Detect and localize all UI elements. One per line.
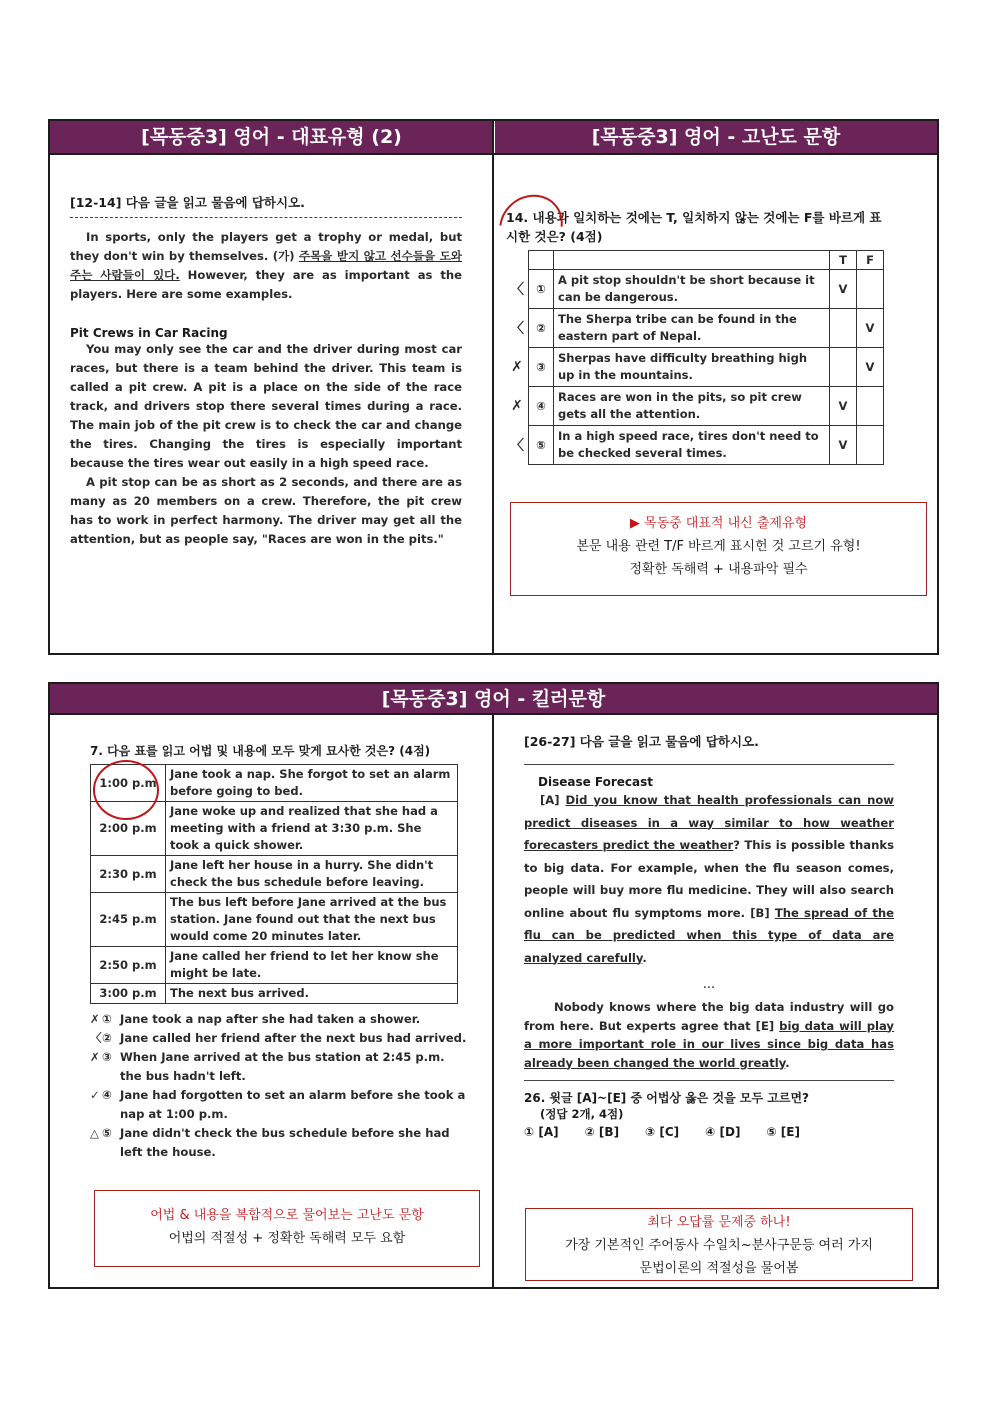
- schedule-event: Jane left her house in a hurry. She didn't check the bus schedule before leaving.: [166, 856, 458, 893]
- schedule-row: [91, 893, 458, 947]
- dashed-rule: [524, 764, 894, 765]
- label-e: [E]: [755, 1018, 780, 1033]
- note-line: 가장 기본적인 주어동사 수일치~분사구문등 여러 가지: [565, 1238, 873, 1253]
- passage-text: Nobody knows where the big data industry will go from here. But experts agree that: [524, 1000, 894, 1033]
- option-num: ③: [102, 1050, 112, 1064]
- row-mark-cell: 〈: [510, 321, 524, 337]
- options-list: [90, 1010, 470, 1162]
- dashed-rule: [524, 1080, 894, 1081]
- answer-option: [90, 1124, 470, 1162]
- passage-text: .: [785, 1055, 790, 1070]
- top-right-header: [목동중3] 영어 - 고난도 문항: [495, 121, 937, 154]
- row-text-cell: The Sherpa tribe can be found in the eastern part of Nepal.: [554, 309, 830, 348]
- passage-text: However, they are as important as the players. Here are some examples.: [70, 268, 462, 301]
- row-f-cell: V: [857, 309, 884, 348]
- question-title: [26-27] 다음 글을 읽고 물음에 답하시오.: [524, 734, 759, 749]
- row-num-cell: ③: [529, 348, 554, 387]
- row-t-cell: V: [830, 270, 857, 309]
- row-num-cell: ④: [529, 387, 554, 426]
- schedule-time: 1:00 p.m: [91, 765, 166, 802]
- row-text-cell: Sherpas have difficulty breathing high up in the mountains.: [554, 348, 830, 387]
- tf-row: [506, 270, 884, 309]
- option-mark: △: [90, 1126, 99, 1140]
- col-t: T: [830, 251, 857, 270]
- option-mark: ✓: [90, 1088, 100, 1102]
- answer-option: [90, 1010, 470, 1029]
- ellipsis: ...: [702, 977, 716, 992]
- tf-table: [506, 250, 884, 465]
- schedule-event: The bus left before Jane arrived at the bus station. Jane found out that the next bus would come 20 minutes later.: [166, 893, 458, 947]
- answer-choice: ② [B]: [584, 1125, 620, 1139]
- question2-title: 26. 윗글 [A]~[E] 중 어법상 옳은 것을 모두 고르면?: [524, 1091, 809, 1105]
- answer-choice: ① [A]: [524, 1125, 559, 1139]
- row-t-cell: [830, 309, 857, 348]
- answer-choice: ④ [D]: [705, 1125, 741, 1139]
- tf-row: [506, 426, 884, 465]
- label-a: [A]: [540, 793, 566, 807]
- note-line: 문법이론의 적절성을 물어봄: [639, 1261, 799, 1276]
- pen-circle-mark: [93, 760, 159, 820]
- passage-text: In sports, only the players get a trophy or medal, but they don't win by themselves. (가): [70, 230, 462, 263]
- answer-choice: ③ [C]: [645, 1125, 680, 1139]
- schedule-event: The next bus arrived.: [166, 984, 458, 1004]
- row-mark-cell: ✗: [511, 398, 523, 414]
- answer-option: [90, 1029, 470, 1048]
- schedule-time: 2:50 p.m: [91, 947, 166, 984]
- row-num-cell: ①: [529, 270, 554, 309]
- choices-row: [524, 1125, 894, 1139]
- answer-choice: ⑤ [E]: [766, 1125, 800, 1139]
- option-text: When Jane arrived at the bus station at 2:45 p.m. the bus hadn't left.: [120, 1050, 445, 1083]
- bottom-header: [목동중3] 영어 - 킬러문항: [50, 684, 937, 714]
- bottom-right-note: [525, 1208, 913, 1281]
- tf-row: [506, 348, 884, 387]
- row-f-cell: [857, 426, 884, 465]
- option-text: Jane had forgotten to set an alarm before she took a nap at 1:00 p.m.: [120, 1088, 466, 1121]
- schedule-row: [91, 984, 458, 1004]
- option-num: ④: [102, 1088, 112, 1102]
- option-mark: ✗: [90, 1050, 100, 1064]
- option-mark: 〈: [90, 1031, 102, 1045]
- passage-subtitle: Pit Crews in Car Racing: [70, 326, 228, 340]
- option-text: Jane didn't check the bus schedule before she had left the house.: [120, 1126, 450, 1159]
- tf-row: [506, 387, 884, 426]
- note-line: 어법 & 내용을 복합적으로 물어보는 고난도 문항: [150, 1208, 424, 1223]
- row-mark-cell: ✗: [511, 359, 523, 375]
- question-title: 14. 내용과 일치하는 것에는 T, 일치하지 않는 것에는 F를 바르게 표시한 것은? (4점): [506, 210, 882, 244]
- row-f-cell: V: [857, 348, 884, 387]
- top-left-header: [목동중3] 영어 - 대표유형 (2): [50, 121, 493, 154]
- row-num-cell: ⑤: [529, 426, 554, 465]
- schedule-event: Jane woke up and realized that she had a meeting with a friend at 3:30 p.m. She took a quick shower.: [166, 802, 458, 856]
- label-b: [B]: [750, 905, 775, 920]
- note-line: 어법의 적절성 + 정확한 독해력 모두 요함: [168, 1231, 406, 1246]
- row-f-cell: [857, 270, 884, 309]
- row-t-cell: V: [830, 387, 857, 426]
- note-line: 최다 오답률 문제중 하나!: [647, 1215, 791, 1230]
- row-text-cell: Races are won in the pits, so pit crew gets all the attention.: [554, 387, 830, 426]
- option-num: ①: [102, 1012, 112, 1026]
- top-left-passage: [70, 193, 462, 549]
- bottom-left-note: [94, 1190, 480, 1267]
- passage-paragraph: [70, 340, 462, 549]
- row-mark-cell: 〈: [510, 282, 524, 298]
- bottom-right-question: [524, 732, 894, 1139]
- question-title: [12-14] 다음 글을 읽고 물음에 답하시오.: [70, 195, 305, 210]
- passage-paragraph: [524, 998, 894, 1072]
- option-text: Jane took a nap after she had taken a shower.: [120, 1012, 421, 1026]
- schedule-time: 3:00 p.m: [91, 984, 166, 1004]
- passage-text: A pit stop can be as short as 2 seconds, and there are as many as 20 members on a crew. Therefore, the pit crew has to work in perfect harmony. The driver may get all the attention, but as people say, "Races are won in the pits.": [70, 475, 462, 546]
- question-title: 7. 다음 표를 읽고 어법 및 내용에 모두 맞게 묘사한 것은? (4점): [90, 744, 431, 758]
- row-t-cell: [830, 348, 857, 387]
- passage-text: .: [642, 950, 647, 965]
- row-mark-cell: 〈: [510, 438, 524, 454]
- schedule-time: 2:00 p.m: [91, 802, 166, 856]
- note-line: ▶ 목동중 대표적 내신 출제유형: [629, 516, 808, 531]
- note-line: 본문 내용 관련 T/F 바르게 표시헌 것 고르기 유형!: [576, 539, 861, 554]
- answer-option: [90, 1086, 470, 1124]
- schedule-event: Jane took a nap. She forgot to set an alarm before going to bed.: [166, 765, 458, 802]
- underlined-text: big data will play a more important role in our lives since big data has already been changed the world greatly: [524, 1018, 894, 1070]
- top-right-note: [510, 502, 927, 596]
- col-f: F: [857, 251, 884, 270]
- underlined-text: The spread of the flu can be predicted when this type of data are analyzed carefully: [524, 905, 894, 965]
- row-num-cell: ②: [529, 309, 554, 348]
- tf-header-row: [506, 251, 884, 270]
- schedule-row: [91, 947, 458, 984]
- bottom-divider: [492, 714, 494, 1287]
- dashed-rule: [70, 217, 462, 218]
- passage-text: You may only see the car and the driver during most car races, but there is a team behind the driver. This team is called a pit crew. A pit is a place on the side of the race track, and drivers stop there several times during a race. The main job of the pit crew is to check the car and change the tires. Changing the tires is especially important because the tires wear out easily in a high speed race.: [70, 342, 462, 470]
- option-mark: ✗: [90, 1012, 100, 1026]
- passage-paragraph: [70, 228, 462, 304]
- underlined-text: Did you know that health professionals can now predict diseases in a way similar to how weather forecasters predict the weather: [524, 793, 894, 852]
- passage-subtitle: Disease Forecast: [538, 775, 654, 789]
- row-t-cell: V: [830, 426, 857, 465]
- answer-option: [90, 1048, 470, 1086]
- passage-paragraph: [524, 789, 894, 969]
- row-text-cell: A pit stop shouldn't be short because it can be dangerous.: [554, 270, 830, 309]
- text-cell: [554, 251, 830, 270]
- top-divider: [492, 121, 494, 653]
- passage-text: ? This is possible thanks to big data. For example, when the flu season comes, people will buy more flu medicine. They will also search online about flu symptoms more.: [524, 838, 894, 920]
- schedule-time: 2:45 p.m: [91, 893, 166, 947]
- top-right-question: [506, 208, 891, 465]
- question2-sub: (정답 2개, 4점): [540, 1107, 624, 1121]
- option-num: ②: [102, 1031, 112, 1045]
- row-f-cell: [857, 387, 884, 426]
- row-text-cell: In a high speed race, tires don't need to be checked several times.: [554, 426, 830, 465]
- schedule-row: [91, 856, 458, 893]
- option-num: ⑤: [102, 1126, 112, 1140]
- option-text: Jane called her friend after the next bus had arrived.: [120, 1031, 467, 1045]
- note-line: 정확한 독해력 + 내용파악 필수: [629, 562, 808, 577]
- underlined-text: 주목을 받지 않고 선수들을 도와주는 사람들이 있다.: [70, 249, 462, 282]
- tf-row: [506, 309, 884, 348]
- top-header-rule: [50, 153, 937, 155]
- schedule-event: Jane called her friend to let her know she might be late.: [166, 947, 458, 984]
- schedule-time: 2:30 p.m: [91, 856, 166, 893]
